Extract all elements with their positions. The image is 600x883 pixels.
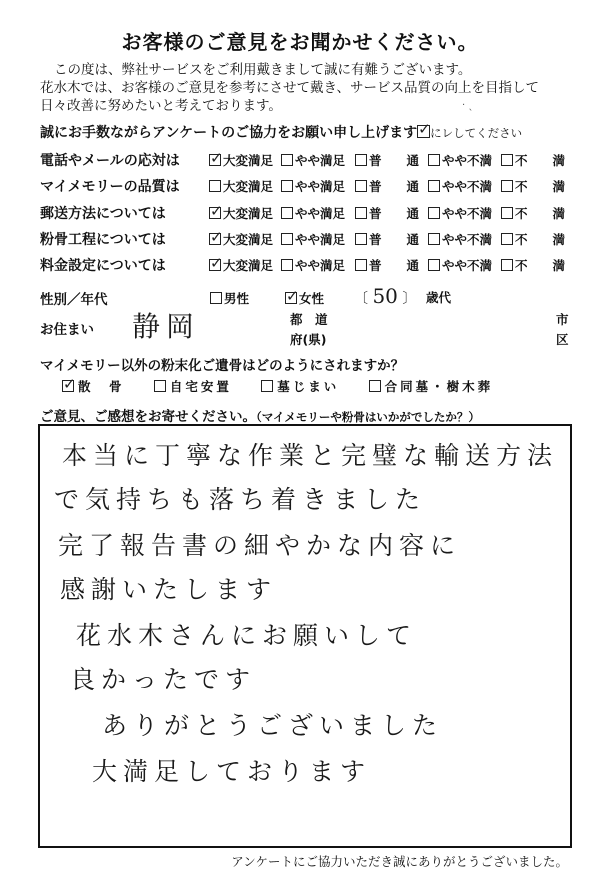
rating-question-2: マイメモリーの品質は [40,179,180,195]
rating-option-4-3[interactable]: 普 通 [355,230,419,248]
comment-prompt: ご意見、ご感想をお寄せください。（マイメモリーや粉骨はいかがでしたか？） [40,409,480,425]
remains-option-home[interactable]: 自宅安置 [154,379,232,394]
rating-checkbox[interactable] [355,207,367,219]
footer-thanks: アンケートにご協力いただき誠にありがとうございました。 [231,854,568,869]
stray-mark: · ˎ [462,100,474,111]
age-handwritten: 50 [372,284,398,308]
lead-example-checkbox [417,125,430,138]
rating-option-3-2[interactable]: やや満足 [281,204,345,222]
rating-option-5-1[interactable]: ✓ 大変満足 [209,256,273,274]
intro-line-2: 花水木では、お客様のご意見を参考にさせて戴き、サービス品質の向上を目指して [40,80,539,96]
rating-option-2-5[interactable]: 不 満 [501,177,565,195]
rating-checkbox[interactable] [355,259,367,271]
gender-female-option[interactable]: ✓ 女性 [285,289,324,307]
rating-checkbox[interactable] [428,207,440,219]
address-todo: 都 道 [290,312,328,327]
intro-line-1: この度は、弊社サービスをご利用戴きまして誠に有難うございます。 [54,62,472,78]
rating-option-1-1[interactable]: ✓ 大変満足 [209,151,273,169]
survey-lead [40,122,522,142]
rating-checkbox[interactable] [355,154,367,166]
remains-checkbox-home[interactable] [154,380,166,392]
comment-line-1: 本当に丁寧な作業と完璧な輸送方法 [62,441,559,470]
rating-option-5-5[interactable]: 不 満 [501,256,565,274]
rating-checkbox[interactable] [281,154,293,166]
rating-question-3: 郵送方法については [40,206,166,222]
rating-question-5: 料金設定については [40,258,166,274]
comment-line-6: 良かったです [70,665,257,694]
address-ku: 区 [556,332,569,347]
comment-line-5: 花水木さんにお願いして [76,621,418,650]
comment-line-2: で気持ちも落ち着きました [54,485,427,514]
age-unit: 歳代 [426,290,452,305]
rating-option-5-3[interactable]: 普 通 [355,256,419,274]
comment-line-3: 完了報告書の細やかな内容に [58,531,462,560]
gender-female-checkbox[interactable] [285,292,297,304]
remains-checkbox-grave-closure[interactable] [261,380,273,392]
remains-option-grave-closure[interactable]: 墓じまい [261,379,339,394]
remains-checkbox-scatter[interactable] [62,380,74,392]
rating-checkbox[interactable] [209,207,221,219]
comment-line-7: ありがとうございました [102,711,444,740]
rating-checkbox[interactable] [428,233,440,245]
form-title: お客様のご意見をお聞かせください。 [121,30,479,54]
rating-option-4-4[interactable]: やや不満 [428,230,492,248]
rating-option-4-2[interactable]: やや満足 [281,230,345,248]
rating-checkbox[interactable] [281,207,293,219]
rating-checkbox[interactable] [281,233,293,245]
lead-text: 誠にお手数ながらアンケートのご協力をお願い申し上げます [40,125,418,141]
rating-option-5-4[interactable]: やや不満 [428,256,492,274]
remains-option-scatter[interactable]: ✓散 骨 [62,379,125,394]
rating-option-2-2[interactable]: やや満足 [281,177,345,195]
rating-option-1-4[interactable]: やや不満 [428,151,492,169]
comment-line-8: 大満足しております [92,757,372,786]
rating-checkbox[interactable] [209,259,221,271]
rating-checkbox[interactable] [428,259,440,271]
rating-option-3-3[interactable]: 普 通 [355,204,419,222]
rating-checkbox[interactable] [209,154,221,166]
remains-option-joint-grave[interactable]: 合同墓・樹木葬 [369,379,494,394]
address-fuken: 府(県) [290,332,327,347]
rating-checkbox[interactable] [501,233,513,245]
rating-option-2-3[interactable]: 普 通 [355,177,419,195]
rating-checkbox[interactable] [355,233,367,245]
rating-checkbox[interactable] [355,180,367,192]
rating-option-4-1[interactable]: ✓ 大変満足 [209,230,273,248]
intro-line-3: 日々改善に努めたいと考えております。 [40,98,282,114]
rating-checkbox[interactable] [501,180,513,192]
rating-checkbox[interactable] [209,233,221,245]
rating-question-4: 粉骨工程については [40,232,166,248]
rating-checkbox[interactable] [428,154,440,166]
rating-checkbox[interactable] [501,259,513,271]
lead-hint: にレしてください [430,126,523,140]
rating-option-4-5[interactable]: 不 満 [501,230,565,248]
rating-option-3-5[interactable]: 不 満 [501,204,565,222]
remains-question: マイメモリー以外の粉末化ご遺骨はどのようにされますか？ [40,358,405,374]
gender-male-option[interactable]: 男性 [210,289,249,307]
gender-male-checkbox[interactable] [210,292,222,304]
gender-age-label: 性別／年代 [40,292,108,308]
age-field[interactable]: 〔 50 〕 [354,284,417,308]
rating-option-1-2[interactable]: やや満足 [281,151,345,169]
rating-option-3-1[interactable]: ✓ 大変満足 [209,204,273,222]
rating-option-5-2[interactable]: やや満足 [281,256,345,274]
comment-box[interactable] [38,424,572,848]
comment-line-4: 感謝いたします [60,575,278,604]
rating-option-1-3[interactable]: 普 通 [355,151,419,169]
remains-options [62,377,515,395]
address-label: お住まい [40,322,94,338]
rating-option-1-5[interactable]: 不 満 [501,151,565,169]
remains-checkbox-joint-grave[interactable] [369,380,381,392]
rating-checkbox[interactable] [281,259,293,271]
rating-option-2-4[interactable]: やや不満 [428,177,492,195]
rating-question-1: 電話やメールの応対は [40,153,180,169]
address-shi: 市 [556,312,569,327]
rating-checkbox[interactable] [281,180,293,192]
rating-option-2-1[interactable]: 大変満足 [209,177,273,195]
rating-checkbox[interactable] [501,154,513,166]
rating-option-3-4[interactable]: やや不満 [428,204,492,222]
rating-checkbox[interactable] [501,207,513,219]
rating-checkbox[interactable] [428,180,440,192]
rating-checkbox[interactable] [209,180,221,192]
address-handwritten[interactable]: 静岡 [132,310,201,343]
